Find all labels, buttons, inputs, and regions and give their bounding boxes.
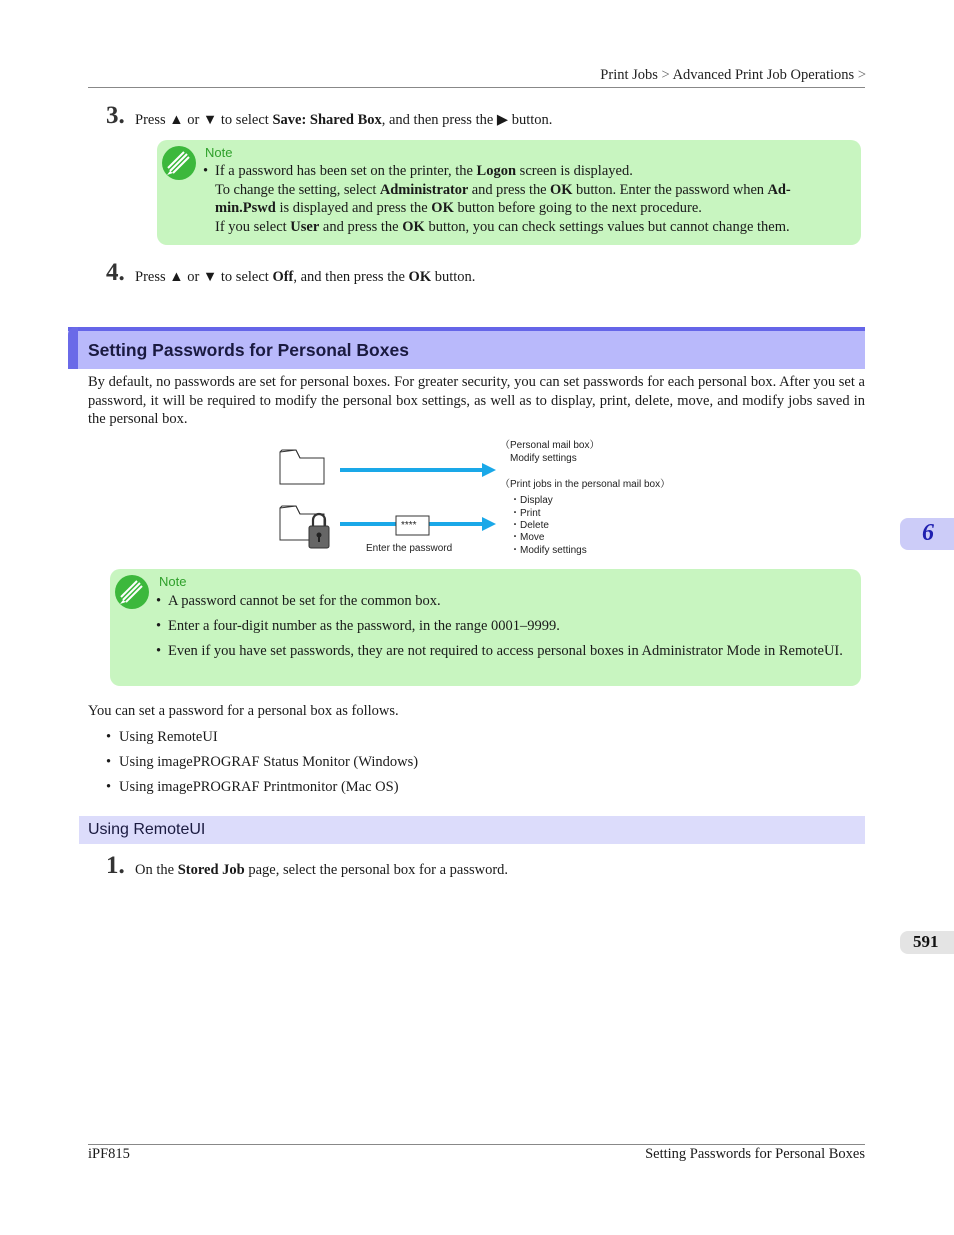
- text: If you select: [215, 219, 291, 236]
- text-bold: OK: [408, 269, 432, 285]
- text: button. Enter the password when: [572, 181, 768, 198]
- password-caption: Enter the password: [366, 543, 453, 554]
- diagram-item: ・Modify settings: [510, 545, 587, 556]
- list-bullet: •: [106, 779, 112, 795]
- text: and press the: [319, 219, 403, 236]
- diagram-label-print-jobs: （Print jobs in the personal mail box）: [500, 479, 671, 490]
- text-bold: Logon: [476, 163, 517, 179]
- text: To change the setting, select: [215, 181, 380, 198]
- breadcrumb-separator: >: [661, 67, 670, 83]
- text-bold: Off: [272, 269, 294, 285]
- step-number: 4.: [106, 259, 125, 286]
- diagram-item: ・Print: [510, 508, 541, 519]
- note-box: [110, 569, 861, 686]
- note-title: Note: [159, 574, 187, 589]
- note-bullet: •: [156, 643, 162, 659]
- text: is displayed and press the: [275, 200, 432, 217]
- subsection-heading: [79, 816, 865, 844]
- arrow-icon: [340, 463, 496, 477]
- note-text: Even if you have set passwords, they are not required to access personal boxes in Administrator Mode in RemoteUI.: [168, 643, 843, 659]
- diagram-item: ・Delete: [510, 520, 549, 531]
- text: button, you can check settings values but cannot change them.: [424, 219, 790, 236]
- chapter-number: 6: [922, 520, 934, 546]
- diagram-label-personal-box: （Personal mail box）: [500, 440, 600, 451]
- breadcrumb-separator: >: [857, 67, 866, 83]
- page-number: 591: [913, 932, 939, 951]
- text: Press ▲ or ▼ to select: [135, 112, 273, 128]
- note-title: Note: [205, 145, 233, 160]
- folder-icon: [280, 450, 324, 484]
- text: On the: [135, 862, 178, 878]
- section-paragraph: By default, no passwords are set for personal boxes. For greater security, you can set passwords for each personal box. After you set a password, it will be required to modify the personal box settings, as well as to display, print, delete, move, and modify jobs saved in the personal box.: [88, 374, 865, 428]
- footer-rule: [88, 1144, 865, 1145]
- note-pencil-icon: [115, 575, 149, 609]
- password-diagram: [276, 436, 676, 558]
- section-title: Setting Passwords for Personal Boxes: [88, 340, 409, 360]
- subsection-title: Using RemoteUI: [88, 821, 206, 838]
- header-rule: [88, 87, 865, 88]
- page-number-tab: [900, 931, 954, 954]
- text-bold: User: [290, 219, 320, 236]
- diagram-graphics: [276, 436, 676, 558]
- text-bold: Save: Shared Box: [272, 112, 382, 128]
- diagram-item: ・Move: [510, 532, 545, 543]
- step-number: 1.: [106, 852, 125, 879]
- text-bold: OK: [402, 219, 425, 236]
- note-bullet: •: [156, 593, 162, 609]
- text-bold: min.Pswd: [215, 200, 276, 217]
- text: button.: [508, 112, 553, 128]
- diagram-item: Modify settings: [510, 453, 577, 464]
- breadcrumb: [600, 67, 866, 84]
- section-heading: [68, 327, 865, 369]
- step-number: 3.: [106, 102, 125, 129]
- list-item: Using imagePROGRAF Printmonitor (Mac OS): [119, 779, 399, 795]
- note-text: A password cannot be set for the common box.: [168, 593, 441, 609]
- diagram-item: ・Display: [510, 495, 553, 506]
- list-item: Using imagePROGRAF Status Monitor (Windows): [119, 754, 419, 770]
- note-bullet: •: [156, 618, 162, 634]
- text-bold: OK: [431, 200, 454, 217]
- text: screen is displayed.: [516, 163, 633, 179]
- password-mask: ****: [401, 520, 417, 531]
- text: button.: [431, 269, 476, 285]
- right-arrow-icon: ▶: [496, 112, 509, 128]
- list-bullet: •: [106, 729, 112, 745]
- text-bold: Ad-: [767, 181, 791, 198]
- footer-section-title: Setting Passwords for Personal Boxes: [645, 1146, 865, 1162]
- step-3-text: [135, 112, 552, 129]
- note-text: [215, 162, 852, 237]
- text-bold: OK: [550, 181, 573, 198]
- step-4-text: [135, 269, 475, 286]
- chapter-tab[interactable]: [900, 518, 954, 550]
- note-bullet: •: [203, 163, 209, 179]
- locked-folder-icon: [280, 506, 329, 548]
- list-item: Using RemoteUI: [119, 729, 218, 745]
- step-1-text: [135, 862, 508, 879]
- text-bold: Administrator: [379, 181, 469, 198]
- list-bullet: •: [106, 754, 112, 770]
- note-pencil-icon: [162, 146, 196, 180]
- footer-model: iPF815: [88, 1146, 130, 1162]
- text: button before going to the next procedure.: [453, 200, 702, 217]
- text: If a password has been set on the printer, the: [215, 163, 477, 179]
- note-box: [157, 140, 861, 245]
- text: , and then press the: [381, 112, 497, 128]
- text: and press the: [468, 181, 551, 198]
- text-bold: Stored Job: [177, 862, 245, 878]
- section-heading-bar: [68, 327, 78, 369]
- text: page, select the personal box for a password.: [244, 862, 509, 878]
- note-text: Enter a four-digit number as the password, in the range 0001–9999.: [168, 618, 560, 634]
- methods-intro: You can set a password for a personal box as follows.: [88, 703, 399, 719]
- text: , and then press the: [293, 269, 409, 285]
- breadcrumb-item-print-jobs[interactable]: Print Jobs: [600, 67, 658, 83]
- text: Press ▲ or ▼ to select: [135, 269, 273, 285]
- breadcrumb-item-advanced[interactable]: Advanced Print Job Operations: [672, 67, 855, 83]
